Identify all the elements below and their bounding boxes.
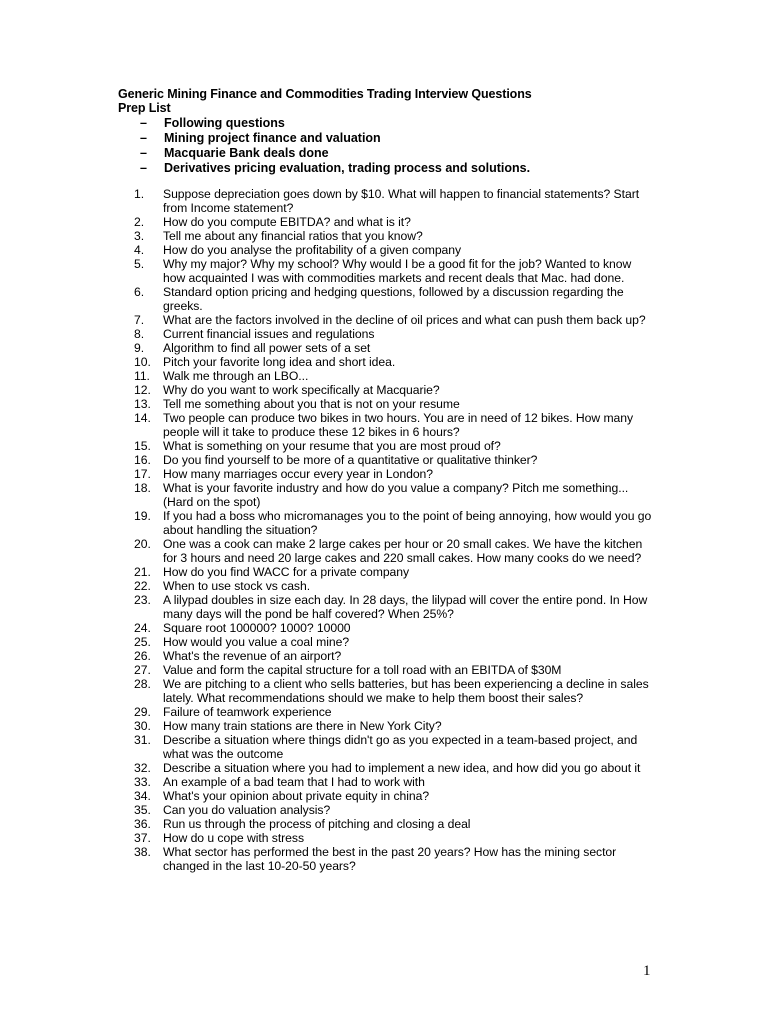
question-text: Do you find yourself to be more of a quantitative or qualitative thinker? — [163, 453, 538, 467]
question-item — [134, 215, 654, 229]
question-text: Standard option pricing and hedging questions, followed by a discussion regarding the greeks. — [163, 285, 624, 313]
question-text: Square root 100000? 1000? 10000 — [163, 621, 351, 635]
question-text: Describe a situation where things didn't go as you expected in a team-based project, and what was the outcome — [163, 733, 638, 761]
question-text: How would you value a coal mine? — [163, 635, 350, 649]
question-text: Run us through the process of pitching and closing a deal — [163, 817, 471, 831]
question-number: 6. — [134, 285, 145, 299]
question-text: A lilypad doubles in size each day. In 28 days, the lilypad will cover the entire pond. In How many days will the pond be half covered? When 25%? — [163, 593, 648, 621]
question-number: 18. — [134, 481, 151, 495]
question-item — [134, 621, 654, 635]
question-text: Pitch your favorite long idea and short idea. — [163, 355, 396, 369]
question-text: Current financial issues and regulations — [163, 327, 375, 341]
question-item — [134, 243, 654, 257]
question-number: 9. — [134, 341, 145, 355]
question-text: What sector has performed the best in the past 20 years? How has the mining sector changed in the last 10-20-50 years? — [163, 845, 617, 873]
question-number: 37. — [134, 831, 151, 845]
question-text: Value and form the capital structure for a toll road with an EBITDA of $30M — [163, 663, 562, 677]
prep-list-item-text: Mining project finance and valuation — [164, 131, 381, 145]
question-number: 23. — [134, 593, 151, 607]
question-list — [134, 187, 654, 873]
question-item — [134, 705, 654, 719]
question-item — [134, 719, 654, 733]
question-number: 7. — [134, 313, 145, 327]
question-text: How many train stations are there in New York City? — [163, 719, 442, 733]
page-number: 1 — [643, 963, 651, 979]
question-item — [134, 635, 654, 649]
question-item — [134, 313, 654, 327]
question-number: 32. — [134, 761, 151, 775]
question-item — [134, 649, 654, 663]
question-number: 17. — [134, 467, 151, 481]
question-text: Why my major? Why my school? Why would I be a good fit for the job? Wanted to know how acquainted I was with commodities markets and recent deals that Mac. had done. — [163, 257, 632, 285]
question-text: How many marriages occur every year in London? — [163, 467, 434, 481]
question-item — [134, 397, 654, 411]
question-number: 10. — [134, 355, 151, 369]
question-number: 21. — [134, 565, 151, 579]
question-item — [134, 831, 654, 845]
dash-marker: – — [140, 131, 147, 145]
question-number: 12. — [134, 383, 151, 397]
question-item — [134, 565, 654, 579]
question-item — [134, 341, 654, 355]
question-item — [134, 663, 654, 677]
question-number: 15. — [134, 439, 151, 453]
question-item — [134, 677, 654, 705]
question-text: What is something on your resume that you are most proud of? — [163, 439, 501, 453]
question-number: 2. — [134, 215, 145, 229]
question-number: 14. — [134, 411, 151, 425]
question-number: 22. — [134, 579, 151, 593]
question-number: 24. — [134, 621, 151, 635]
question-number: 16. — [134, 453, 151, 467]
prep-list-item-text: Derivatives pricing evaluation, trading process and solutions. — [164, 161, 531, 175]
question-number: 13. — [134, 397, 151, 411]
question-text: Tell me about any financial ratios that you know? — [163, 229, 423, 243]
question-text: Describe a situation where you had to implement a new idea, and how did you go about it — [163, 761, 641, 775]
question-text: Why do you want to work specifically at Macquarie? — [163, 383, 440, 397]
question-item — [134, 355, 654, 369]
question-number: 30. — [134, 719, 151, 733]
question-item — [134, 537, 654, 565]
question-text: Tell me something about you that is not on your resume — [163, 397, 460, 411]
question-number: 8. — [134, 327, 145, 341]
dash-marker: – — [140, 146, 147, 160]
document-title: Generic Mining Finance and Commodities Trading Interview Questions — [118, 87, 532, 101]
document-heading — [118, 87, 532, 115]
question-number: 28. — [134, 677, 151, 691]
dash-marker: – — [140, 161, 147, 175]
prep-list-item — [140, 116, 530, 131]
question-text: How do you analyse the profitability of a given company — [163, 243, 462, 257]
question-item — [134, 187, 654, 215]
question-number: 33. — [134, 775, 151, 789]
question-item — [134, 761, 654, 775]
question-item — [134, 481, 654, 509]
prep-list-item — [140, 131, 530, 146]
question-number: 35. — [134, 803, 151, 817]
question-number: 27. — [134, 663, 151, 677]
prep-list-item-text: Following questions — [164, 116, 285, 130]
question-text: What is your favorite industry and how do you value a company? Pitch me something... (Hard on the spot) — [163, 481, 629, 509]
question-item — [134, 383, 654, 397]
question-number: 5. — [134, 257, 145, 271]
question-text: Algorithm to find all power sets of a set — [163, 341, 371, 355]
question-number: 25. — [134, 635, 151, 649]
question-text: We are pitching to a client who sells batteries, but has been experiencing a decline in sales lately. What recommendations should we make to help them boost their sales? — [163, 677, 649, 705]
question-item — [134, 285, 654, 313]
question-item — [134, 257, 654, 285]
question-text: Suppose depreciation goes down by $10. What will happen to financial statements? Start from Income statement? — [163, 187, 640, 215]
prep-list-item — [140, 146, 530, 161]
question-text: How do you compute EBITDA? and what is it? — [163, 215, 411, 229]
question-item — [134, 327, 654, 341]
question-item — [134, 579, 654, 593]
question-number: 11. — [134, 369, 150, 383]
question-number: 34. — [134, 789, 151, 803]
question-number: 3. — [134, 229, 145, 243]
question-text: Two people can produce two bikes in two hours. You are in need of 12 bikes. How many people will it take to produce these 12 bikes in 6 hours? — [163, 411, 634, 439]
question-text: An example of a bad team that I had to work with — [163, 775, 425, 789]
question-text: Walk me through an LBO... — [163, 369, 309, 383]
question-item — [134, 733, 654, 761]
dash-marker: – — [140, 116, 147, 130]
question-text: If you had a boss who micromanages you to the point of being annoying, how would you go about handling the situation? — [163, 509, 652, 537]
question-number: 26. — [134, 649, 151, 663]
question-item — [134, 593, 654, 621]
question-item — [134, 467, 654, 481]
question-text: Failure of teamwork experience — [163, 705, 332, 719]
question-text: What are the factors involved in the decline of oil prices and what can push them back up? — [163, 313, 646, 327]
question-item — [134, 509, 654, 537]
question-text: One was a cook can make 2 large cakes per hour or 20 small cakes. We have the kitchen for 3 hours and need 20 large cakes and 220 small cakes. How many cooks do we need? — [163, 537, 643, 565]
prep-list — [140, 116, 530, 176]
question-number: 36. — [134, 817, 151, 831]
question-item — [134, 439, 654, 453]
question-item — [134, 411, 654, 439]
question-number: 19. — [134, 509, 151, 523]
question-number: 31. — [134, 733, 151, 747]
question-item — [134, 453, 654, 467]
question-item — [134, 845, 654, 873]
question-item — [134, 775, 654, 789]
question-item — [134, 789, 654, 803]
question-number: 1. — [134, 187, 145, 201]
question-text: How do you find WACC for a private company — [163, 565, 410, 579]
prep-list-item-text: Macquarie Bank deals done — [164, 146, 329, 160]
prep-list-item — [140, 161, 530, 176]
document-subtitle: Prep List — [118, 101, 171, 115]
question-text: Can you do valuation analysis? — [163, 803, 331, 817]
question-item — [134, 229, 654, 243]
question-item — [134, 803, 654, 817]
question-item — [134, 817, 654, 831]
question-item — [134, 369, 654, 383]
question-number: 29. — [134, 705, 151, 719]
question-number: 4. — [134, 243, 145, 257]
question-text: What's the revenue of an airport? — [163, 649, 342, 663]
question-text: How do u cope with stress — [163, 831, 305, 845]
question-text: What's your opinion about private equity in china? — [163, 789, 430, 803]
question-number: 20. — [134, 537, 151, 551]
question-text: When to use stock vs cash. — [163, 579, 311, 593]
question-number: 38. — [134, 845, 151, 859]
